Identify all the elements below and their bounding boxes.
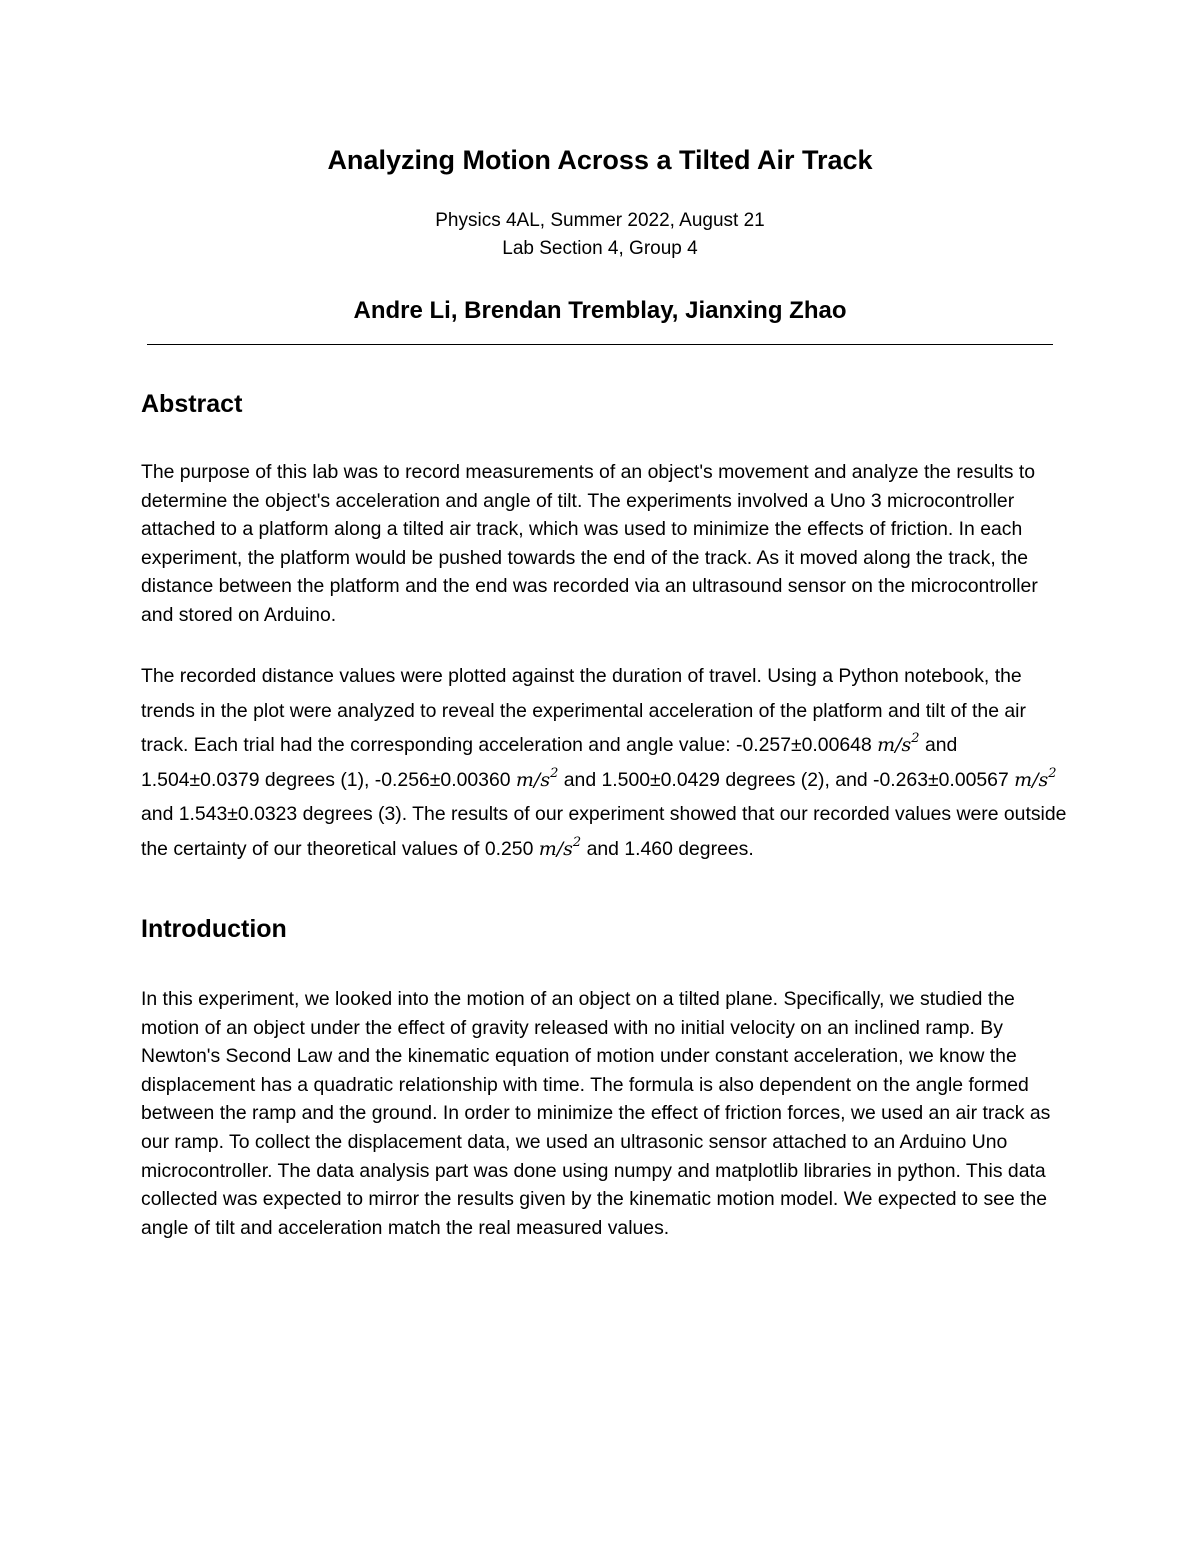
course-line: Physics 4AL, Summer 2022, August 21 xyxy=(435,210,765,231)
section-line: Lab Section 4, Group 4 xyxy=(502,238,698,259)
author-list: Andre Li, Brendan Tremblay, Jianxing Zhao xyxy=(353,297,847,324)
introduction-heading: Introduction xyxy=(141,915,287,943)
paper-title: Analyzing Motion Across a Tilted Air Track xyxy=(327,145,873,175)
unit-acceleration-2: $m/s^2$ xyxy=(515,765,559,791)
abstract-p2-text-2: and 1.504±0.0379 degrees (1), -0.256±0.00360 xyxy=(141,734,958,791)
abstract-p2-text-3: and 1.500±0.0429 degrees (2), and -0.263±0.00567 xyxy=(558,768,1015,791)
abstract-p2-text-1: The recorded distance values were plotted against the duration of travel. Using a Python notebook, the trends in the plot were analyzed to reveal the experimental acceleration of the platform and tilt of the air track. Each trial had the corresponding acceleration and angle value: -0.257±0.00648 xyxy=(141,665,1026,756)
abstract-p2-text-5: and 1.460 degrees. xyxy=(581,837,754,860)
abstract-p2-text-4: and 1.543±0.0323 degrees (3). The results of our experiment showed that our recorded values were outside the certainty of our theoretical values of 0.250 xyxy=(141,803,1067,860)
unit-acceleration-4: $m/s^2$ xyxy=(538,834,582,860)
abstract-paragraph-1: The purpose of this lab was to record measurements of an object's movement and analyze the results to determine the object's acceleration and angle of tilt. The experiments involved a Uno 3 microcontroller attached to a platform along a tilted air track, which was used to minimize the effects of friction. In each experiment, the platform would be pushed towards the end of the track. As it moved along the track, the distance between the platform and the end was recorded via an ultrasound sensor on the microcontroller and stored on Arduino. xyxy=(141,461,1038,626)
abstract-paragraph-2 xyxy=(141,659,1071,866)
title-divider xyxy=(147,344,1053,345)
abstract-heading: Abstract xyxy=(141,390,243,418)
unit-acceleration-1: $m/s^2$ xyxy=(877,731,920,756)
unit-acceleration-3: $m/s^2$ xyxy=(1014,765,1057,791)
introduction-paragraph: In this experiment, we looked into the motion of an object on a tilted plane. Specifically, we studied the motion of an object under the effect of gravity released with no initial velocity on an inclined ramp. By Newton's Second Law and the kinematic equation of motion under constant acceleration, we know the displacement has a quadratic relationship with time. The formula is also dependent on the angle formed between the ramp and the ground. In order to minimize the effect of friction forces, we used an air track as our ramp. To collect the displacement data, we used an ultrasonic sensor attached to an Arduino Uno microcontroller. The data analysis part was done using numpy and matplotlib libraries in python. This data collected was expected to mirror the results given by the kinematic motion model. We expected to see the angle of tilt and acceleration match the real measured values. xyxy=(141,988,1051,1239)
